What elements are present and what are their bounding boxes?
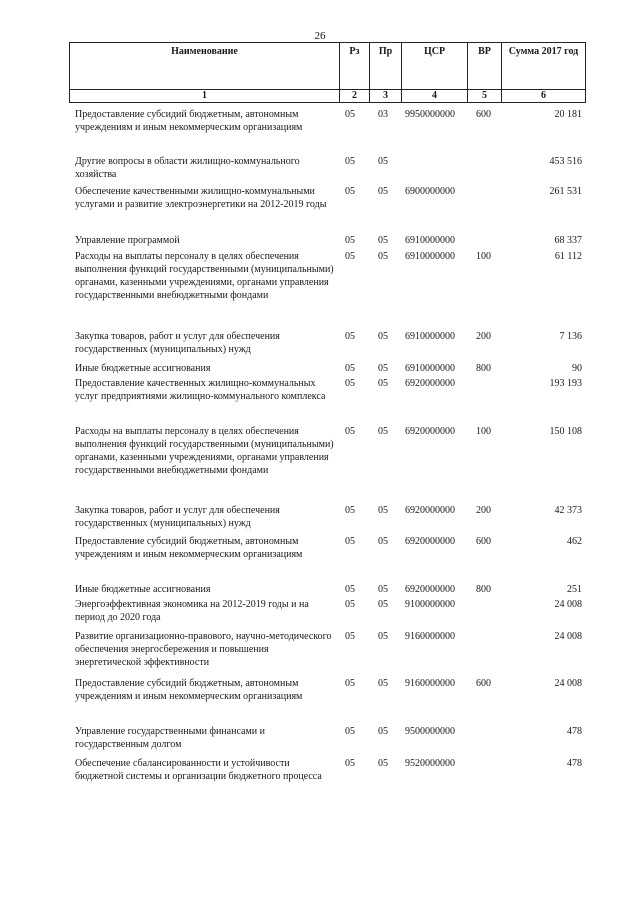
row-sum: 24 008 xyxy=(554,599,582,610)
row-vr: 800 xyxy=(476,584,491,595)
row-pr: 05 xyxy=(378,186,388,197)
row-csr: 6910000000 xyxy=(405,235,455,246)
row-name: Энергоэффективная экономика на 2012-2019 годы и на период до 2020 года xyxy=(75,599,309,623)
row-csr: 6910000000 xyxy=(405,331,455,342)
row-name: Расходы на выплаты персоналу в целях обеспечения выполнения функций государственными (муниципальными) органами, казенными учреждениями, органами управления государственными внебюджетными фондами xyxy=(75,251,334,301)
row-name: Обеспечение сбалансированности и устойчивости бюджетной системы и организации бюджетного процесса xyxy=(75,758,322,782)
row-vr: 200 xyxy=(476,331,491,342)
row-pr: 03 xyxy=(378,109,388,120)
row-vr: 100 xyxy=(476,251,491,262)
row-pr: 05 xyxy=(378,584,388,595)
row-pr: 05 xyxy=(378,426,388,437)
row-csr: 9160000000 xyxy=(405,631,455,642)
row-sum: 462 xyxy=(567,536,582,547)
header-csr: ЦСР xyxy=(402,43,468,90)
row-name: Развитие организационно-правового, научно-методического обеспечения энергосбережения и повышения энергетической эффективности xyxy=(75,631,332,668)
header-rz: Рз xyxy=(340,43,370,90)
row-pr: 05 xyxy=(378,631,388,642)
row-pr: 05 xyxy=(378,536,388,547)
column-number: 1 xyxy=(70,90,340,103)
row-name: Предоставление субсидий бюджетным, автономным учреждениям и иным некоммерческим организациям xyxy=(75,678,303,702)
row-rz: 05 xyxy=(345,363,355,374)
row-vr: 600 xyxy=(476,678,491,689)
row-pr: 05 xyxy=(378,251,388,262)
page-number: 26 xyxy=(314,30,326,42)
header-row xyxy=(70,43,586,90)
row-rz: 05 xyxy=(345,631,355,642)
row-csr: 9520000000 xyxy=(405,758,455,769)
row-rz: 05 xyxy=(345,331,355,342)
row-sum: 24 008 xyxy=(554,631,582,642)
row-csr: 6920000000 xyxy=(405,505,455,516)
row-csr: 6920000000 xyxy=(405,536,455,547)
column-number: 6 xyxy=(502,90,586,103)
row-rz: 05 xyxy=(345,426,355,437)
row-name: Закупка товаров, работ и услуг для обеспечения государственных (муниципальных) нужд xyxy=(75,331,280,355)
row-name: Закупка товаров, работ и услуг для обеспечения государственных (муниципальных) нужд xyxy=(75,505,280,529)
row-sum: 478 xyxy=(567,758,582,769)
row-sum: 150 108 xyxy=(549,426,582,437)
row-csr: 9950000000 xyxy=(405,109,455,120)
column-number: 5 xyxy=(468,90,502,103)
row-pr: 05 xyxy=(378,726,388,737)
row-vr: 600 xyxy=(476,109,491,120)
row-rz: 05 xyxy=(345,251,355,262)
row-rz: 05 xyxy=(345,584,355,595)
row-csr: 9500000000 xyxy=(405,726,455,737)
row-pr: 05 xyxy=(378,378,388,389)
row-rz: 05 xyxy=(345,726,355,737)
row-rz: 05 xyxy=(345,678,355,689)
header-vr: ВР xyxy=(468,43,502,90)
row-name: Обеспечение качественными жилищно-коммунальными услугами и развитие электроэнергетики на 2012-2019 годы xyxy=(75,186,327,210)
row-pr: 05 xyxy=(378,678,388,689)
row-vr: 100 xyxy=(476,426,491,437)
header-pr: Пр xyxy=(370,43,402,90)
table-header xyxy=(69,42,586,103)
row-rz: 05 xyxy=(345,156,355,167)
row-sum: 42 373 xyxy=(554,505,582,516)
header-sum: Сумма 2017 год xyxy=(502,43,586,90)
row-pr: 05 xyxy=(378,331,388,342)
row-sum: 251 xyxy=(567,584,582,595)
row-sum: 20 181 xyxy=(554,109,582,120)
row-rz: 05 xyxy=(345,186,355,197)
row-name: Другие вопросы в области жилищно-коммунального хозяйства xyxy=(75,156,300,180)
row-pr: 05 xyxy=(378,758,388,769)
column-number-row xyxy=(70,90,586,103)
row-csr: 6900000000 xyxy=(405,186,455,197)
row-sum: 7 136 xyxy=(559,331,582,342)
column-number: 2 xyxy=(340,90,370,103)
row-vr: 800 xyxy=(476,363,491,374)
row-sum: 261 531 xyxy=(549,186,582,197)
row-sum: 478 xyxy=(567,726,582,737)
row-sum: 61 112 xyxy=(554,251,582,262)
row-rz: 05 xyxy=(345,235,355,246)
row-name: Управление государственными финансами и государственным долгом xyxy=(75,726,265,750)
row-csr: 6920000000 xyxy=(405,426,455,437)
row-name: Предоставление качественных жилищно-коммунальных услуг предприятиями жилищно-коммунального комплекса xyxy=(75,378,326,402)
row-csr: 6910000000 xyxy=(405,363,455,374)
row-pr: 05 xyxy=(378,505,388,516)
row-pr: 05 xyxy=(378,235,388,246)
row-sum: 24 008 xyxy=(554,678,582,689)
row-pr: 05 xyxy=(378,156,388,167)
row-csr: 6910000000 xyxy=(405,251,455,262)
row-name: Предоставление субсидий бюджетным, автономным учреждениям и иным некоммерческим организациям xyxy=(75,109,303,133)
row-pr: 05 xyxy=(378,599,388,610)
row-name: Управление программой xyxy=(75,235,180,246)
column-number: 3 xyxy=(370,90,402,103)
row-csr: 9160000000 xyxy=(405,678,455,689)
row-name: Расходы на выплаты персоналу в целях обеспечения выполнения функций государственными (муниципальными) органами, казенными учреждениями, органами управления государственными внебюджетными фондами xyxy=(75,426,334,476)
row-csr: 6920000000 xyxy=(405,378,455,389)
row-rz: 05 xyxy=(345,109,355,120)
row-name: Предоставление субсидий бюджетным, автономным учреждениям и иным некоммерческим организациям xyxy=(75,536,303,560)
header-name: Наименование xyxy=(70,43,340,90)
row-rz: 05 xyxy=(345,758,355,769)
row-sum: 90 xyxy=(572,363,582,374)
row-name: Иные бюджетные ассигнования xyxy=(75,363,211,374)
row-vr: 600 xyxy=(476,536,491,547)
row-pr: 05 xyxy=(378,363,388,374)
row-sum: 68 337 xyxy=(554,235,582,246)
row-vr: 200 xyxy=(476,505,491,516)
row-sum: 193 193 xyxy=(549,378,582,389)
row-rz: 05 xyxy=(345,599,355,610)
column-number: 4 xyxy=(402,90,468,103)
row-sum: 453 516 xyxy=(549,156,582,167)
row-name: Иные бюджетные ассигнования xyxy=(75,584,211,595)
row-rz: 05 xyxy=(345,378,355,389)
row-rz: 05 xyxy=(345,505,355,516)
row-rz: 05 xyxy=(345,536,355,547)
row-csr: 9100000000 xyxy=(405,599,455,610)
row-csr: 6920000000 xyxy=(405,584,455,595)
